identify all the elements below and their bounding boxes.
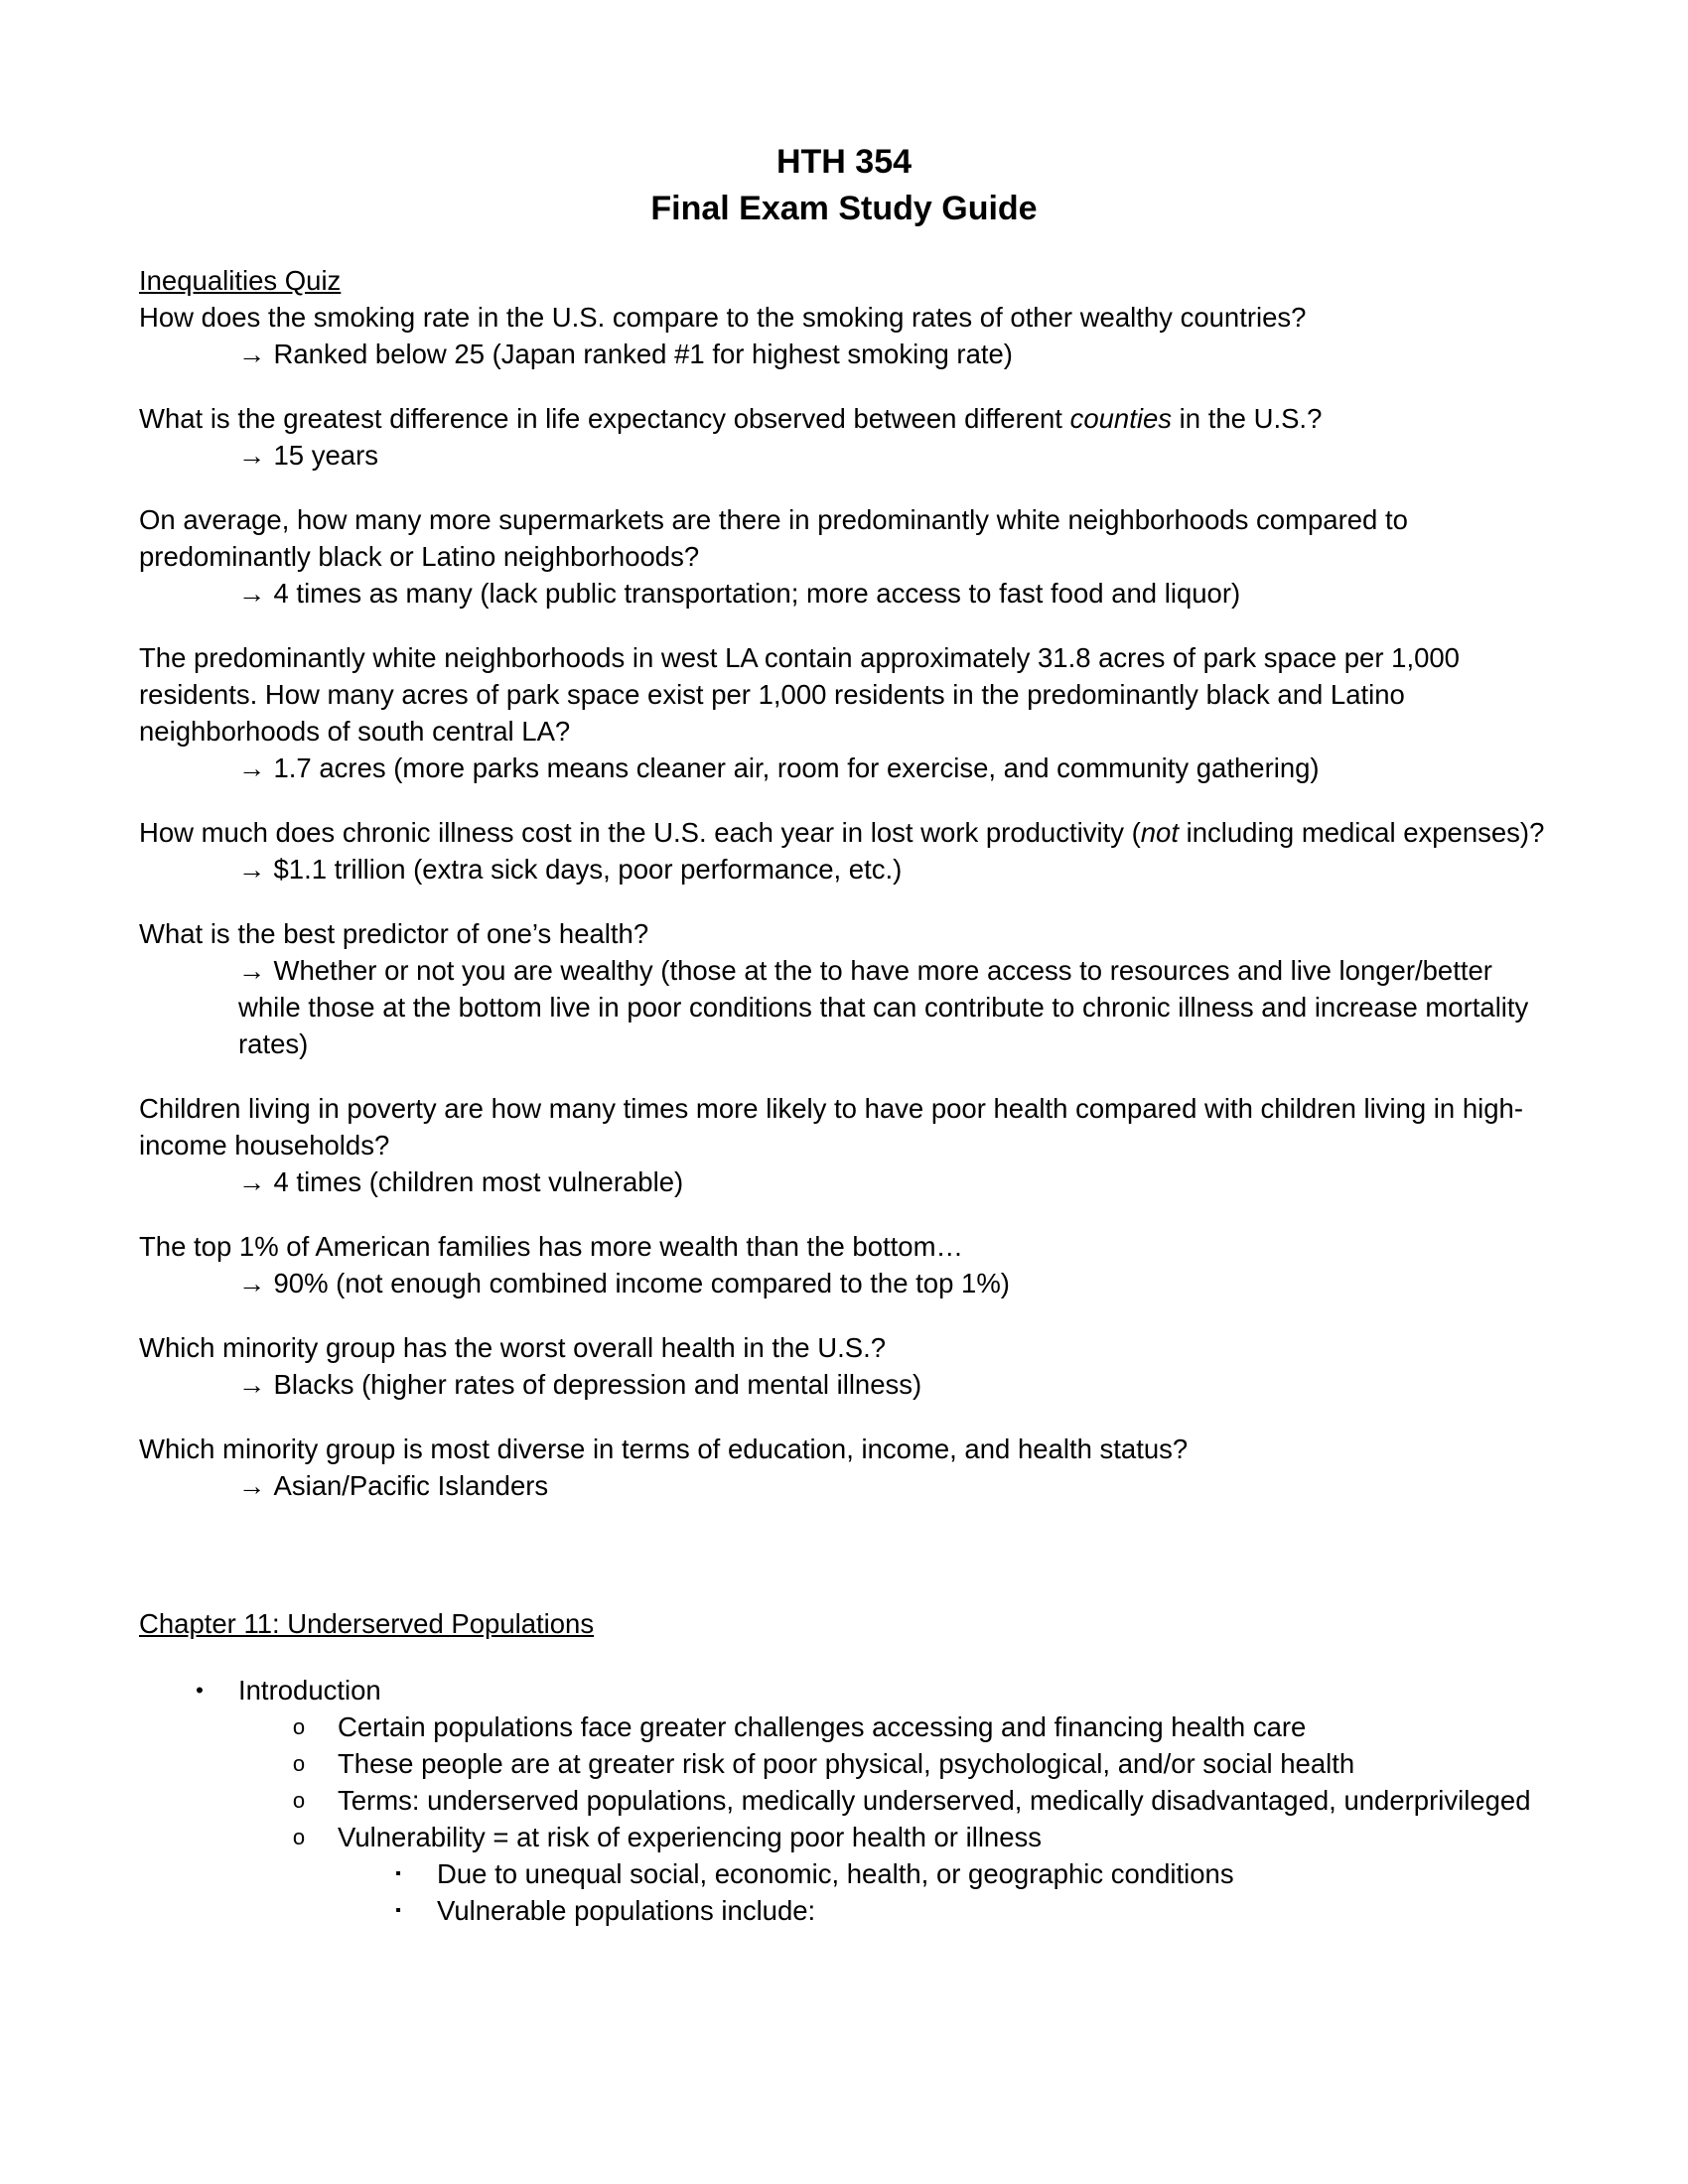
quiz-item	[139, 814, 1549, 887]
outline-list	[139, 1672, 1549, 1929]
answer-text: 1.7 acres (more parks means cleaner air, room for exercise, and community gathering)	[273, 752, 1320, 783]
answer	[139, 750, 1549, 786]
answer-text: 4 times (children most vulnerable)	[273, 1166, 684, 1197]
question	[139, 400, 1549, 437]
question	[139, 814, 1549, 851]
circle-bullet-icon: o	[292, 1788, 306, 1813]
quiz-item	[139, 639, 1549, 786]
arrow-icon: →	[238, 752, 266, 783]
quiz-item	[139, 1090, 1549, 1200]
answer-text: Ranked below 25 (Japan ranked #1 for highest smoking rate)	[273, 339, 1013, 369]
quiz-item	[139, 915, 1549, 1062]
list-item-text: Vulnerable populations include:	[437, 1895, 816, 1926]
question-text: including medical expenses)?	[1178, 817, 1545, 848]
question-text: How much does chronic illness cost in the U.S. each year in lost work productivity (	[139, 817, 1141, 848]
circle-bullet-icon: o	[292, 1825, 306, 1849]
question-text: What is the greatest difference in life expectancy observed between different	[139, 403, 1070, 434]
question: The top 1% of American families has more wealth than the bottom…	[139, 1231, 963, 1262]
list-item	[338, 1855, 1549, 1892]
quiz-item	[139, 1329, 1549, 1403]
list-item-text: Due to unequal social, economic, health, or geographic conditions	[437, 1858, 1234, 1889]
answer-text: Blacks (higher rates of depression and mental illness)	[273, 1369, 922, 1400]
arrow-icon: →	[238, 578, 266, 609]
list-item	[338, 1892, 1549, 1929]
answer	[139, 336, 1549, 372]
arrow-icon: →	[238, 854, 266, 885]
sub-list	[238, 1708, 1549, 1929]
sub-sub-list	[338, 1855, 1549, 1929]
question: How does the smoking rate in the U.S. compare to the smoking rates of other wealthy countries?	[139, 302, 1307, 333]
question: The predominantly white neighborhoods in west LA contain approximately 31.8 acres of park space per 1,000 residents. How many acres of park space exist per 1,000 residents in the predominantly black and Latino neighborhoods of south central LA?	[139, 642, 1460, 747]
answer	[139, 1467, 1549, 1504]
answer-text: $1.1 trillion (extra sick days, poor performance, etc.)	[273, 854, 903, 885]
answer	[139, 851, 1549, 887]
arrow-icon: →	[238, 1369, 266, 1400]
section-spacer	[139, 1532, 1549, 1605]
outline-item-label: Introduction	[238, 1675, 381, 1706]
answer-text: Asian/Pacific Islanders	[273, 1470, 549, 1501]
quiz-item	[139, 501, 1549, 612]
quiz-item	[139, 400, 1549, 474]
circle-bullet-icon: o	[292, 1714, 306, 1739]
list-item-text: Certain populations face greater challenges accessing and financing health care	[338, 1711, 1307, 1742]
list-item-text: Terms: underserved populations, medically underserved, medically disadvantaged, underprivileged	[338, 1785, 1531, 1816]
question-emphasis: counties	[1069, 403, 1173, 434]
arrow-icon: →	[238, 1166, 266, 1197]
arrow-icon: →	[238, 1268, 266, 1298]
answer-text: 90% (not enough combined income compared to the top 1%)	[273, 1268, 1010, 1298]
outline-item-introduction	[139, 1672, 1549, 1929]
quiz-item	[139, 1431, 1549, 1504]
list-item	[238, 1819, 1549, 1929]
question-emphasis: not	[1140, 817, 1179, 848]
answer	[139, 437, 1549, 474]
answer	[139, 1163, 1549, 1200]
answer	[139, 952, 1549, 1062]
answer	[139, 575, 1549, 612]
list-item	[238, 1708, 1549, 1745]
answer-text: Whether or not you are wealthy (those at the to have more access to resources and live longer/better while those at the bottom live in poor conditions that can contribute to chronic illness and increase mortality rates)	[238, 955, 1529, 1059]
question: Which minority group has the worst overall health in the U.S.?	[139, 1332, 887, 1363]
course-code: HTH 354	[775, 143, 913, 181]
question: Children living in poverty are how many times more likely to have poor health compared with children living in high-income households?	[139, 1093, 1524, 1160]
chapter-heading: Chapter 11: Underserved Populations	[139, 1608, 595, 1639]
answer-text: 15 years	[273, 440, 378, 471]
question: On average, how many more supermarkets are there in predominantly white neighborhoods compared to predominantly black or Latino neighborhoods?	[139, 504, 1408, 572]
quiz-item	[139, 1228, 1549, 1301]
bullet-icon: •	[196, 1678, 204, 1703]
answer	[139, 1366, 1549, 1403]
page-title: Final Exam Study Guide	[650, 190, 1038, 227]
list-item	[238, 1745, 1549, 1782]
arrow-icon: →	[238, 1470, 266, 1501]
page-content	[139, 139, 1549, 1929]
arrow-icon: →	[238, 955, 266, 986]
circle-bullet-icon: o	[292, 1751, 306, 1776]
square-bullet-icon: ▪	[395, 1902, 401, 1919]
quiz-item	[139, 299, 1549, 372]
title-block	[139, 139, 1549, 232]
list-item-text: These people are at greater risk of poor physical, psychological, and/or social health	[338, 1748, 1355, 1779]
question-text: in the U.S.?	[1172, 403, 1323, 434]
square-bullet-icon: ▪	[395, 1865, 401, 1882]
question: Which minority group is most diverse in terms of education, income, and health status?	[139, 1433, 1189, 1464]
quiz-section-heading: Inequalities Quiz	[139, 265, 342, 296]
list-item-text: Vulnerability = at risk of experiencing poor health or illness	[338, 1822, 1043, 1852]
question: What is the best predictor of one’s health?	[139, 918, 649, 949]
answer-text: 4 times as many (lack public transportation; more access to fast food and liquor)	[273, 578, 1241, 609]
answer	[139, 1265, 1549, 1301]
arrow-icon: →	[238, 339, 266, 369]
arrow-icon: →	[238, 440, 266, 471]
list-item	[238, 1782, 1549, 1819]
